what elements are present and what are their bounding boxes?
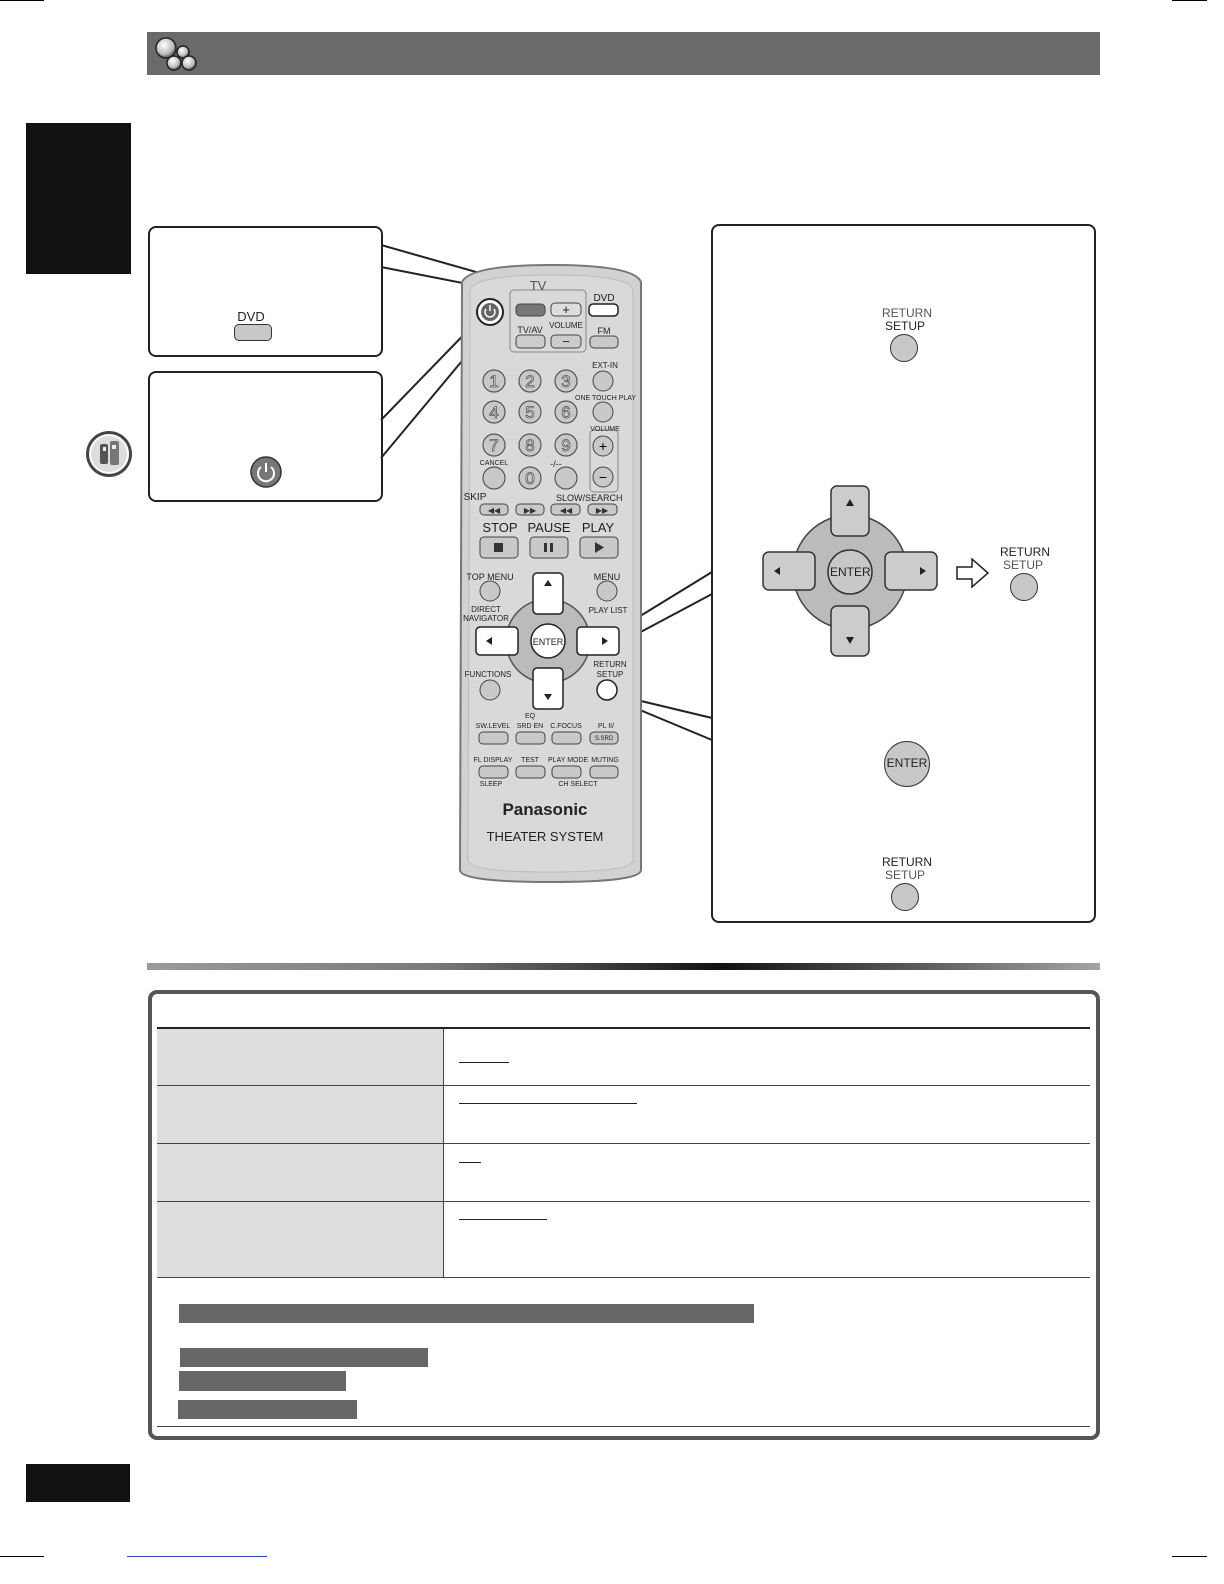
remote-direct-nav-label: DIRECT NAVIGATOR [463, 605, 509, 623]
remote-pl2-label: PL II/ [597, 723, 615, 730]
table-row-1-default-underline [459, 1062, 509, 1063]
note-bar [180, 1348, 428, 1367]
remote-menu-label: MENU [593, 572, 621, 582]
remote-dashdash-label: -/-- [550, 459, 562, 469]
enter-button-label: ENTER [886, 756, 928, 770]
table-row-2-label-cell [157, 1086, 443, 1143]
table-row-4-default-underline [459, 1219, 547, 1220]
svg-text:7: 7 [489, 436, 499, 455]
return-label-3: RETURN [882, 855, 932, 869]
remote-tv-label: TV [529, 278, 547, 293]
svg-text:5: 5 [525, 403, 535, 422]
pad-enter-label: ENTER [830, 565, 871, 579]
svg-text:1: 1 [489, 372, 499, 391]
remote-srden-label: SRD EN [516, 723, 544, 730]
note-bar [179, 1371, 346, 1391]
note-bar [178, 1400, 357, 1419]
table-vertical-rule [443, 1029, 444, 1277]
svg-text:3: 3 [561, 372, 571, 391]
remote-volume2-label: VOLUME [590, 426, 620, 433]
remote-return-setup-label: RETURN SETUP [593, 660, 627, 679]
remote-play-label: PLAY [581, 520, 615, 535]
svg-text:+: + [598, 438, 608, 454]
remote-cfocus-label: C.FOCUS [550, 723, 582, 730]
remote-cancel-label: CANCEL [479, 460, 509, 467]
table-row-4-label-cell [157, 1202, 443, 1277]
setup-label-3: SETUP [884, 868, 925, 882]
svg-text:−: − [562, 334, 570, 349]
remote-topmenu-label: TOP MENU [466, 572, 514, 582]
remote-onetouch-label: ONE TOUCH PLAY [575, 395, 637, 402]
table-bottom-rule [157, 1426, 1090, 1427]
table-row-rule [157, 1277, 1090, 1278]
remote-muting-label: MUTING [591, 757, 619, 764]
page-number-tab [26, 1464, 130, 1502]
svg-text:9: 9 [561, 436, 571, 455]
return-button-3[interactable] [891, 883, 919, 911]
remote-playlist-label: PLAY LIST [588, 606, 628, 615]
svg-text:2: 2 [525, 372, 535, 391]
table-row-3-default-underline [459, 1162, 481, 1163]
return-label-2: RETURN [1000, 545, 1050, 559]
remote-skip-label: SKIP [463, 492, 487, 503]
svg-text:4: 4 [489, 403, 499, 422]
remote-volume-label: VOLUME [549, 321, 583, 330]
remote-model: THEATER SYSTEM [486, 829, 604, 844]
table-row-rule [157, 1143, 1090, 1144]
remote-slow-label: SLOW/SEARCH [556, 493, 623, 503]
setup-label-2: SETUP [1002, 558, 1043, 572]
svg-text:+: + [562, 302, 570, 317]
svg-text:8: 8 [525, 436, 535, 455]
svg-text:◀◀: ◀◀ [487, 506, 501, 515]
dvd-label: DVD [237, 309, 265, 324]
remote-fldisplay-label: FL DISPLAY [473, 757, 513, 764]
table-row-1-label-cell [157, 1029, 443, 1085]
setup-button-1[interactable] [890, 334, 918, 362]
remote-stop-label: STOP [482, 520, 518, 535]
remote-tvav-label: TV/AV [517, 325, 543, 335]
svg-text:▶▶: ▶▶ [595, 506, 609, 515]
remote-playmode-label: PLAY MODE [548, 757, 589, 764]
remote-sleep-label: SLEEP [479, 781, 503, 788]
table-row-rule [157, 1085, 1090, 1086]
remote-fm-label: FM [597, 326, 611, 336]
setup-label-1: SETUP [884, 319, 925, 333]
remote-enter-label: ENTER [532, 637, 564, 647]
return-button-2[interactable] [1010, 573, 1038, 601]
remote-swlevel-label: SW.LEVEL [475, 723, 511, 730]
arrow-right-icon [955, 556, 991, 590]
remote-chselect-label: CH SELECT [558, 781, 598, 788]
svg-text:◀◀: ◀◀ [559, 506, 573, 515]
remote-brand: Panasonic [502, 800, 588, 819]
table-row-2-default-underline [459, 1103, 637, 1104]
remote-eq-label: EQ [524, 713, 536, 720]
crop-mark [0, 1556, 44, 1557]
remote-dvd-label: DVD [593, 293, 615, 304]
remote-extin-label: EXT-IN [592, 361, 618, 370]
remote-ssrd-label: S.SRD [594, 736, 614, 742]
note-bar [179, 1304, 754, 1323]
section-divider [147, 963, 1100, 970]
table-row-3-label-cell [157, 1144, 443, 1201]
crop-mark [1172, 1556, 1207, 1557]
remote-pause-label: PAUSE [527, 520, 571, 535]
svg-text:−: − [598, 469, 608, 485]
svg-text:▶▶: ▶▶ [523, 506, 537, 515]
remote-test-label: TEST [521, 757, 539, 764]
remote-functions-label: FUNCTIONS [464, 670, 512, 679]
footer-link-line [127, 1556, 267, 1557]
table-row-rule [157, 1201, 1090, 1202]
return-label-1: RETURN [882, 306, 932, 320]
svg-text:6: 6 [561, 403, 571, 422]
svg-text:0: 0 [525, 469, 535, 488]
